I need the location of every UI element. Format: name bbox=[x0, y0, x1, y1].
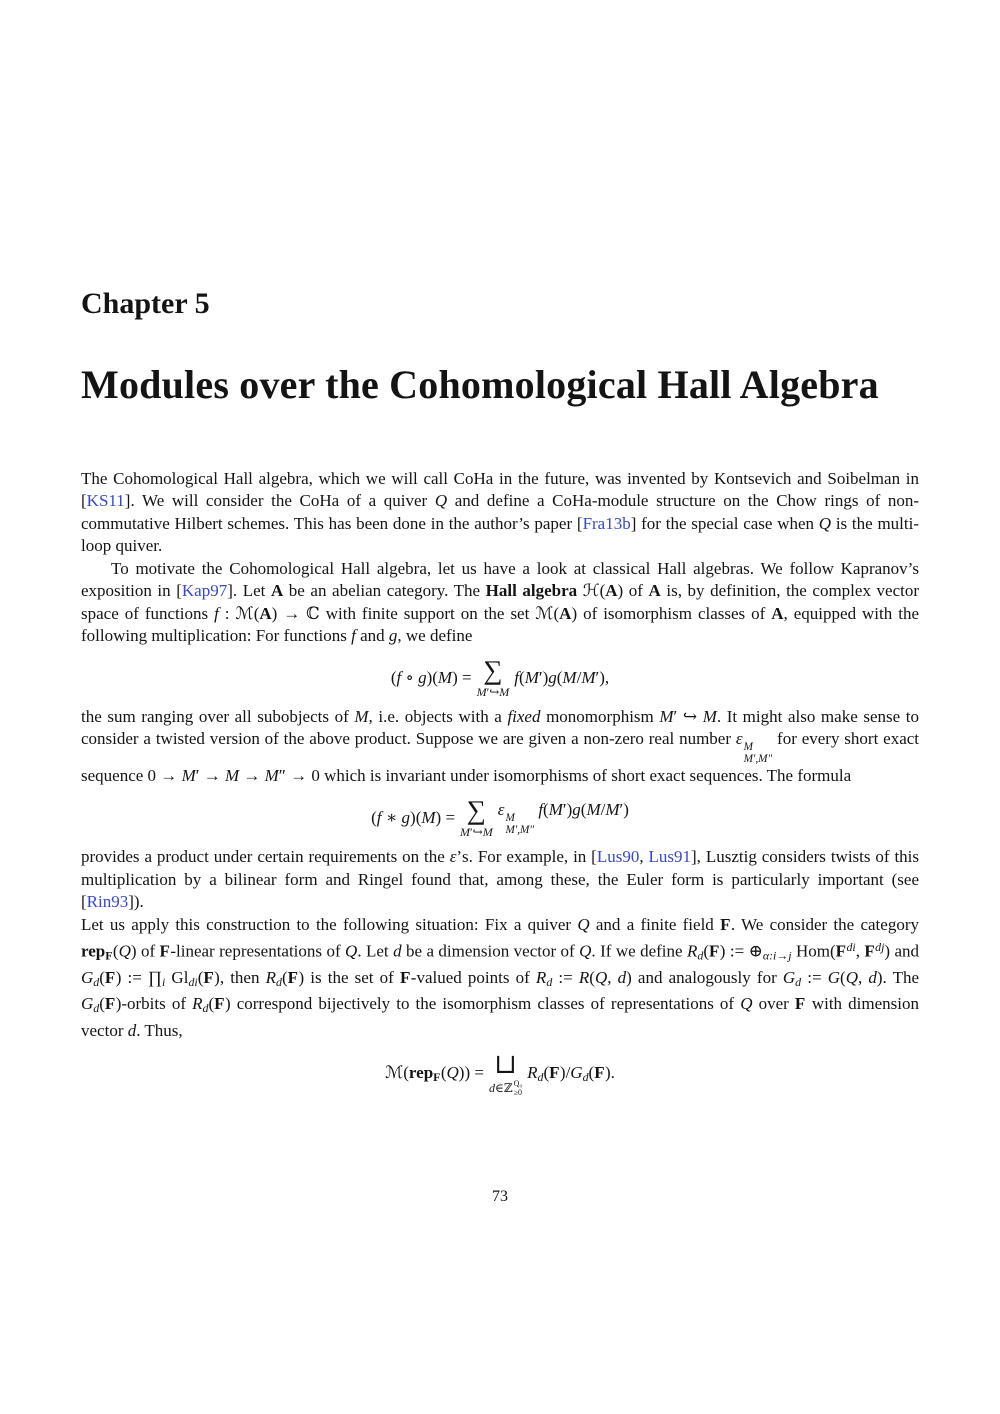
citation-link[interactable]: Lus91 bbox=[648, 847, 692, 866]
disjoint-union-operator-block bbox=[489, 1051, 522, 1097]
citation-link[interactable]: Rin93 bbox=[86, 892, 129, 911]
citation-link[interactable]: Fra13b bbox=[582, 513, 631, 533]
sum-operator-block bbox=[476, 654, 510, 699]
formula-right: $R_d(F)/G_d(F)$. bbox=[527, 1063, 615, 1085]
paragraph-twisted-product: the sum ranging over all subobjects of M, i.e. objects with a fixed monomorphism M′ ↪ M. It might also make sense to consider a twisted version of the above product. Suppose we are given a non-zero real number ε M M′,M″ for every short exact sequence 0 → M′ → M → M″ → 0 which is invariant under isomorphisms of short exact sequences. The formula bbox=[81, 706, 920, 786]
formula-left: ℳ(rep$_F$(Q)) = bbox=[385, 1063, 484, 1085]
sum-underscript: M ′ ↪ M bbox=[460, 824, 493, 839]
paragraph-quiver-setup: Let us apply this construction to the following situation: Fix a quiver Q and a finite field F. We consider the category rep$_F$(Q) of F-linear representations of Q. Let d be a dimension vector of Q. If we define $R_d(F)$ := $\oplus_{\alpha:i\to j}$ $Hom(F^{di}$, $F^{dj}$) and $G_d(F)$ := $\prod_i$ $Gl_{di}(F)$, then $R_d(F)$ is the set of F-valued points of $R_d$ := R(Q, d) and analogously for $G_d$ := G(Q, d). The $G_d(F)$-orbits of $R_d(F)$ correspond bijectively to the isomorphism classes of representations of Q over F with dimension vector d. Thus, bbox=[81, 914, 920, 1040]
chapter-label: Chapter 5 bbox=[81, 287, 210, 320]
sum-operator-block bbox=[460, 794, 493, 839]
citation-link[interactable]: Lus90 bbox=[596, 847, 640, 866]
text-block bbox=[81, 287, 919, 1104]
formula-right: f(M′)g(M/M′), bbox=[514, 667, 610, 687]
paragraph-epsilon-requirements: provides a product under certain requirements on the ε’s. For example, in [Lus90, Lus91], Lusztig considers twists of this multiplication by a bilinear form and Ringel found that, among these, the Euler form is particularly important (see [Rin93]). bbox=[81, 847, 920, 911]
display-formula-hall-product bbox=[81, 654, 919, 699]
citation-link[interactable]: Kap97 bbox=[181, 581, 228, 601]
chapter-title: Modules over the Cohomological Hall Algebra bbox=[81, 362, 879, 407]
paragraph-motivation: To motivate the Cohomological Hall algebra, let us have a look at classical Hall algebras. We follow Kapranov’s exposition in [Kap97]. Let A be an abelian category. The Hall algebra ℋ(A) of A is, by definition, the complex vector space of functions f : ℳ(A) → ℂ with finite support on the set ℳ(A) of isomorphism classes of A, equipped with the following multiplication: For functions f and g, we define bbox=[81, 558, 920, 646]
display-formula-moduli-union bbox=[81, 1051, 919, 1097]
union-underscript: d ∈ ℤ Q₀ ≥0 bbox=[488, 1079, 523, 1097]
sum-operator: ∑ bbox=[483, 654, 503, 685]
citation-link[interactable]: KS11 bbox=[86, 491, 125, 511]
page-number: 73 bbox=[492, 1188, 508, 1205]
paragraph-intro: The Cohomological Hall algebra, which we will call CoHa in the future, was invented by Kontsevich and Soibelman in [KS11]. We will consider the CoHa of a quiver Q and define a CoHa-module structure on the Chow rings of non-commutative Hilbert schemes. This has been done in the author’s paper [Fra13b] for the special case when Q is the multi-loop quiver. bbox=[81, 468, 920, 556]
sum-operator: ∑ bbox=[466, 794, 487, 825]
formula-right: ε M M′,M″ f(M′)g(M/M′) bbox=[497, 799, 629, 836]
disjoint-union-operator: ⊔ bbox=[494, 1049, 517, 1080]
sum-underscript: M ′ ↪ M bbox=[476, 684, 510, 699]
display-formula-twisted-product bbox=[81, 794, 919, 839]
formula-left: (f ∗ g)(M) = bbox=[371, 807, 456, 827]
formula-left: (f ∘ g)(M) = bbox=[390, 667, 472, 687]
